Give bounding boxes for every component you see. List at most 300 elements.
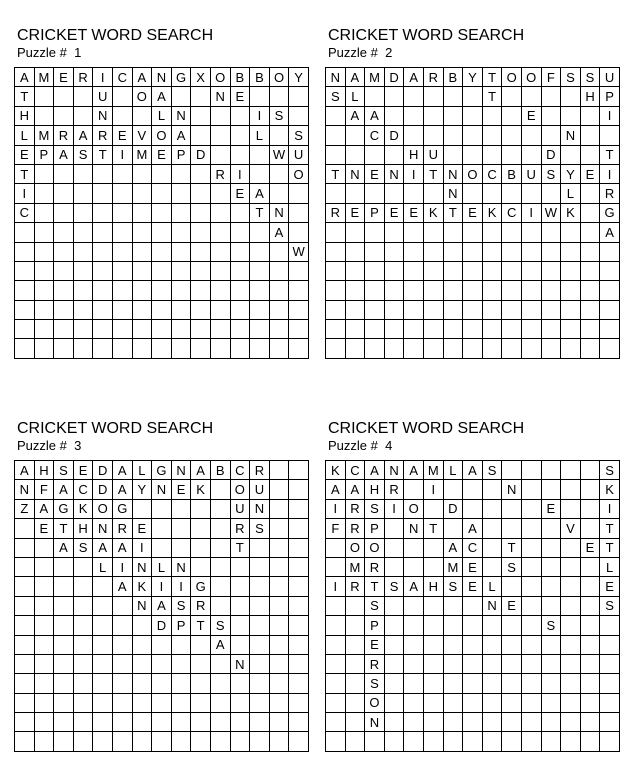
grid-cell (502, 577, 522, 596)
grid-cell (211, 597, 231, 616)
grid-cell (231, 674, 251, 693)
grid-cell: T (483, 87, 503, 106)
grid-cell: A (113, 539, 133, 558)
grid-cell (133, 184, 153, 203)
grid-cell (346, 126, 366, 145)
grid-cell: K (74, 500, 94, 519)
grid-cell: T (15, 87, 35, 106)
grid-cell (502, 655, 522, 674)
grid-cell: K (326, 461, 346, 480)
grid-cell: B (250, 68, 270, 87)
grid-cell (424, 320, 444, 339)
grid-cell (463, 500, 483, 519)
grid-cell (250, 243, 270, 262)
grid-cell (463, 655, 483, 674)
grid-cell: E (113, 126, 133, 145)
grid-cell (561, 480, 581, 499)
grid-cell (35, 655, 55, 674)
grid-cell (463, 146, 483, 165)
grid-cell (404, 539, 424, 558)
grid-cell (326, 281, 346, 300)
grid-cell: E (172, 480, 192, 499)
grid-cell (289, 184, 309, 203)
grid-cell: S (365, 597, 385, 616)
grid-cell: H (15, 107, 35, 126)
grid-cell (152, 165, 172, 184)
grid-cell (424, 87, 444, 106)
grid-cell (424, 281, 444, 300)
grid-cell (600, 694, 620, 713)
grid-cell (346, 597, 366, 616)
grid-cell (542, 655, 562, 674)
grid-cell (483, 732, 503, 751)
grid-cell (54, 281, 74, 300)
grid-cell (385, 694, 405, 713)
grid-cell (463, 281, 483, 300)
grid-cell (424, 694, 444, 713)
grid-cell (191, 674, 211, 693)
grid-cell (113, 694, 133, 713)
grid-cell: R (365, 655, 385, 674)
grid-cell (35, 243, 55, 262)
grid-cell (191, 713, 211, 732)
grid-cell: N (365, 713, 385, 732)
grid-cell (385, 262, 405, 281)
grid-cell: D (385, 68, 405, 87)
grid-cell (133, 281, 153, 300)
grid-cell (35, 204, 55, 223)
grid-cell (483, 539, 503, 558)
grid-cell (152, 713, 172, 732)
grid-cell: B (231, 68, 251, 87)
grid-cell (191, 165, 211, 184)
grid-cell (346, 146, 366, 165)
grid-cell (113, 320, 133, 339)
grid-cell (54, 301, 74, 320)
grid-cell (561, 500, 581, 519)
grid-cell (346, 713, 366, 732)
grid-cell (561, 301, 581, 320)
grid-cell (113, 223, 133, 242)
grid-cell: I (250, 107, 270, 126)
grid-cell (289, 500, 309, 519)
grid-cell (463, 126, 483, 145)
grid-cell (522, 461, 542, 480)
grid-cell: U (231, 500, 251, 519)
grid-cell (191, 500, 211, 519)
grid-cell: S (600, 461, 620, 480)
grid-cell: T (54, 519, 74, 538)
puzzle-title: CRICKET WORD SEARCH (17, 420, 214, 437)
grid-cell (463, 262, 483, 281)
grid-cell (74, 243, 94, 262)
grid-cell (483, 674, 503, 693)
grid-cell (289, 87, 309, 106)
grid-cell (211, 732, 231, 751)
grid-cell: I (385, 500, 405, 519)
grid-cell (93, 674, 113, 693)
grid-cell (93, 655, 113, 674)
grid-cell (561, 655, 581, 674)
grid-cell: T (424, 519, 444, 538)
grid-cell (561, 223, 581, 242)
grid-cell: E (522, 107, 542, 126)
grid-cell: R (385, 480, 405, 499)
grid-cell (113, 243, 133, 262)
grid-cell: H (74, 519, 94, 538)
grid-cell (270, 281, 290, 300)
grid-cell: D (444, 500, 464, 519)
grid-cell (463, 301, 483, 320)
grid-cell (483, 184, 503, 203)
grid-cell (483, 320, 503, 339)
grid-cell: S (365, 500, 385, 519)
grid-cell: N (385, 461, 405, 480)
puzzle-number-line (328, 45, 392, 60)
grid-cell (463, 480, 483, 499)
grid-cell (133, 107, 153, 126)
grid-cell: E (346, 204, 366, 223)
grid-cell (289, 281, 309, 300)
grid-cell: F (326, 519, 346, 538)
grid-cell (522, 281, 542, 300)
grid-cell (444, 732, 464, 751)
grid-cell: N (211, 87, 231, 106)
grid-cell: L (250, 126, 270, 145)
grid-cell (113, 262, 133, 281)
grid-cell (270, 616, 290, 635)
grid-cell (581, 281, 601, 300)
grid-cell: E (463, 577, 483, 596)
grid-cell (561, 732, 581, 751)
grid-cell: O (270, 68, 290, 87)
grid-cell: S (172, 597, 192, 616)
grid-cell (365, 320, 385, 339)
grid-cell (542, 339, 562, 358)
grid-cell (172, 655, 192, 674)
grid-cell: I (326, 577, 346, 596)
grid-cell (35, 694, 55, 713)
grid-cell: T (600, 539, 620, 558)
grid-cell (270, 500, 290, 519)
grid-cell (113, 339, 133, 358)
grid-cell (424, 339, 444, 358)
grid-cell (385, 674, 405, 693)
grid-cell (522, 597, 542, 616)
grid-cell (231, 320, 251, 339)
grid-cell (600, 281, 620, 300)
grid-cell (600, 339, 620, 358)
grid-cell (289, 539, 309, 558)
grid-cell (444, 655, 464, 674)
grid-cell (483, 558, 503, 577)
grid-cell (483, 500, 503, 519)
grid-cell: I (231, 165, 251, 184)
grid-cell (502, 281, 522, 300)
grid-cell (483, 694, 503, 713)
grid-cell (74, 320, 94, 339)
grid-cell (581, 243, 601, 262)
grid-cell (385, 339, 405, 358)
grid-cell (346, 636, 366, 655)
grid-cell: R (250, 461, 270, 480)
grid-cell (502, 500, 522, 519)
grid-cell: A (54, 539, 74, 558)
grid-cell (231, 558, 251, 577)
grid-cell: A (113, 577, 133, 596)
grid-cell (542, 577, 562, 596)
grid-cell (74, 339, 94, 358)
grid-cell: K (133, 577, 153, 596)
grid-cell (250, 616, 270, 635)
grid-cell (444, 616, 464, 635)
grid-cell: I (600, 165, 620, 184)
grid-cell: N (385, 165, 405, 184)
grid-cell (289, 597, 309, 616)
grid-cell (270, 87, 290, 106)
grid-cell (522, 558, 542, 577)
grid-cell: O (211, 68, 231, 87)
puzzle-number: 2 (385, 45, 393, 60)
grid-cell: L (15, 126, 35, 145)
grid-cell (561, 597, 581, 616)
grid-cell: T (231, 539, 251, 558)
grid-cell (483, 636, 503, 655)
grid-cell: A (600, 223, 620, 242)
grid-cell: O (346, 539, 366, 558)
grid-cell: K (191, 480, 211, 499)
grid-cell: L (152, 107, 172, 126)
grid-cell (522, 87, 542, 106)
grid-cell (231, 577, 251, 596)
grid-cell (385, 281, 405, 300)
grid-cell (15, 339, 35, 358)
grid-cell (211, 519, 231, 538)
grid-cell (289, 204, 309, 223)
grid-cell (35, 223, 55, 242)
grid-cell (35, 674, 55, 693)
grid-cell (444, 262, 464, 281)
grid-cell (93, 281, 113, 300)
grid-cell (74, 184, 94, 203)
grid-cell (15, 262, 35, 281)
grid-cell (289, 480, 309, 499)
grid-cell (54, 243, 74, 262)
grid-cell (444, 146, 464, 165)
grid-cell (326, 107, 346, 126)
grid-cell: C (483, 165, 503, 184)
grid-cell: C (113, 68, 133, 87)
grid-cell (270, 184, 290, 203)
grid-cell (561, 320, 581, 339)
grid-cell (211, 577, 231, 596)
grid-cell (35, 713, 55, 732)
grid-cell (93, 301, 113, 320)
grid-cell: O (152, 126, 172, 145)
grid-cell (522, 674, 542, 693)
grid-cell (93, 616, 113, 635)
grid-cell (561, 281, 581, 300)
grid-cell (93, 243, 113, 262)
grid-cell (444, 281, 464, 300)
grid-cell (404, 107, 424, 126)
grid-cell: E (54, 68, 74, 87)
grid-cell (522, 126, 542, 145)
grid-cell: T (424, 165, 444, 184)
grid-cell (74, 597, 94, 616)
grid-cell: N (346, 165, 366, 184)
grid-cell: N (93, 519, 113, 538)
grid-cell (133, 301, 153, 320)
grid-cell (581, 694, 601, 713)
puzzle-number: 4 (385, 438, 393, 453)
grid-cell (326, 636, 346, 655)
grid-cell (502, 107, 522, 126)
grid-cell (113, 204, 133, 223)
grid-cell (113, 87, 133, 106)
grid-cell: C (502, 204, 522, 223)
grid-cell: C (231, 461, 251, 480)
grid-cell (211, 223, 231, 242)
grid-cell (444, 694, 464, 713)
grid-cell: L (600, 558, 620, 577)
grid-cell: A (346, 480, 366, 499)
grid-cell: T (326, 165, 346, 184)
letter-grid (14, 460, 309, 752)
grid-cell (289, 694, 309, 713)
grid-cell: E (385, 204, 405, 223)
grid-cell: N (15, 480, 35, 499)
grid-cell: N (231, 655, 251, 674)
grid-cell (424, 223, 444, 242)
grid-cell: E (231, 87, 251, 106)
grid-cell (385, 320, 405, 339)
puzzle-title: CRICKET WORD SEARCH (328, 420, 525, 437)
grid-cell (93, 636, 113, 655)
grid-cell (231, 146, 251, 165)
grid-cell (54, 636, 74, 655)
grid-cell (289, 301, 309, 320)
grid-cell (444, 713, 464, 732)
grid-cell: A (326, 480, 346, 499)
grid-cell: O (365, 694, 385, 713)
grid-cell: D (542, 146, 562, 165)
grid-cell (581, 301, 601, 320)
grid-cell (424, 301, 444, 320)
grid-cell: A (404, 68, 424, 87)
grid-cell (172, 320, 192, 339)
grid-cell: O (231, 480, 251, 499)
grid-cell (483, 146, 503, 165)
grid-cell (404, 616, 424, 635)
grid-cell: A (15, 68, 35, 87)
grid-cell (172, 262, 192, 281)
grid-cell (326, 732, 346, 751)
grid-cell (74, 165, 94, 184)
grid-cell: E (365, 636, 385, 655)
grid-cell (250, 732, 270, 751)
grid-cell (191, 107, 211, 126)
grid-cell (522, 616, 542, 635)
grid-cell (270, 539, 290, 558)
grid-cell (581, 320, 601, 339)
grid-cell: P (600, 87, 620, 106)
grid-cell (326, 558, 346, 577)
grid-cell: U (424, 146, 444, 165)
grid-cell (483, 480, 503, 499)
grid-cell (211, 694, 231, 713)
grid-cell: H (424, 577, 444, 596)
grid-cell: S (326, 87, 346, 106)
grid-cell (444, 223, 464, 242)
grid-cell (231, 616, 251, 635)
grid-cell (15, 301, 35, 320)
grid-cell: A (191, 461, 211, 480)
grid-cell (463, 339, 483, 358)
grid-cell (270, 480, 290, 499)
grid-cell (542, 262, 562, 281)
grid-cell (502, 243, 522, 262)
grid-cell: R (346, 577, 366, 596)
grid-cell: A (74, 126, 94, 145)
grid-cell: T (600, 146, 620, 165)
grid-cell (191, 655, 211, 674)
grid-cell (542, 301, 562, 320)
grid-cell: E (502, 597, 522, 616)
grid-cell (15, 636, 35, 655)
grid-cell: S (600, 597, 620, 616)
grid-cell (404, 184, 424, 203)
grid-cell (326, 320, 346, 339)
grid-cell (542, 597, 562, 616)
grid-cell (191, 339, 211, 358)
grid-cell (93, 262, 113, 281)
grid-cell (346, 694, 366, 713)
puzzle-label: Puzzle # (328, 438, 378, 453)
grid-cell: A (365, 461, 385, 480)
grid-cell (113, 616, 133, 635)
grid-cell (444, 301, 464, 320)
grid-cell (74, 281, 94, 300)
grid-cell (581, 674, 601, 693)
grid-cell (522, 519, 542, 538)
grid-cell: A (93, 539, 113, 558)
grid-cell (385, 713, 405, 732)
grid-cell: P (365, 204, 385, 223)
grid-cell (522, 223, 542, 242)
grid-cell (385, 107, 405, 126)
grid-cell (250, 301, 270, 320)
grid-cell: O (365, 539, 385, 558)
grid-cell (404, 339, 424, 358)
grid-cell (502, 126, 522, 145)
grid-cell: R (326, 204, 346, 223)
grid-cell (522, 301, 542, 320)
grid-cell (133, 616, 153, 635)
grid-cell: M (365, 68, 385, 87)
grid-cell: I (113, 146, 133, 165)
grid-cell: A (54, 480, 74, 499)
grid-cell (404, 320, 424, 339)
grid-cell (483, 262, 503, 281)
grid-cell: I (133, 539, 153, 558)
grid-cell (385, 597, 405, 616)
grid-cell: R (346, 519, 366, 538)
grid-cell (483, 519, 503, 538)
grid-cell (424, 243, 444, 262)
grid-cell: N (270, 204, 290, 223)
grid-cell: A (404, 461, 424, 480)
